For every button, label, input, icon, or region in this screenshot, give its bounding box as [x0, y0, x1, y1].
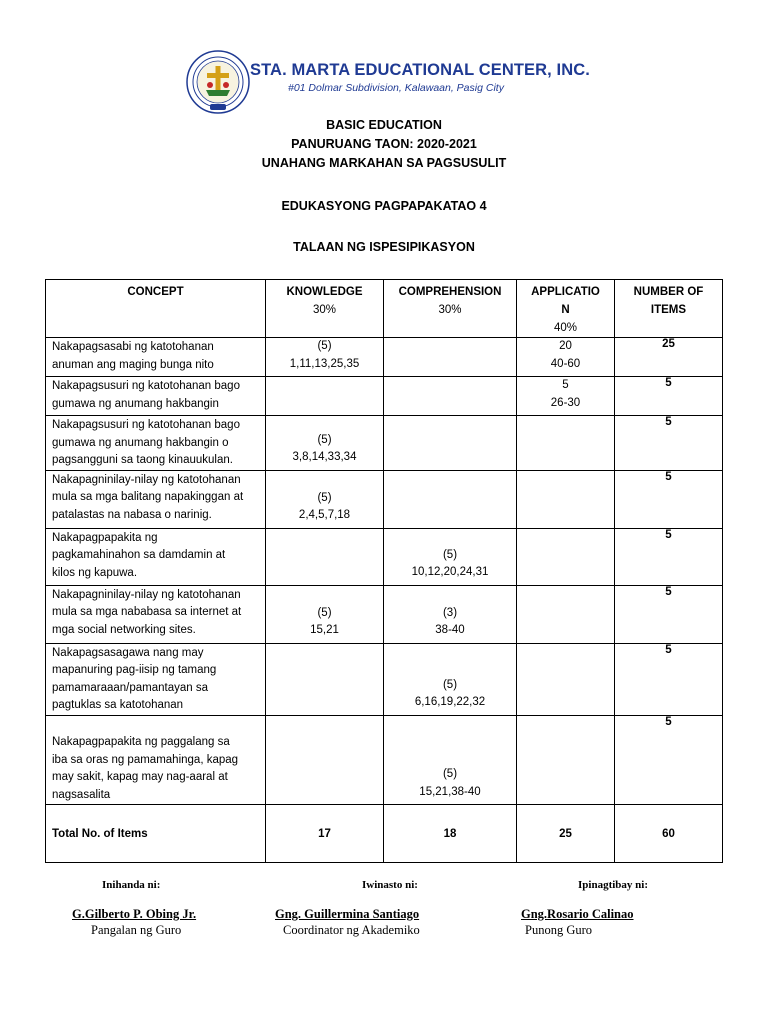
table-row: [46, 377, 723, 416]
concept-line: may sakit, kapag may nag-aaral at: [52, 771, 228, 783]
comprehension-cell: [384, 338, 517, 377]
concept-line: patalastas na nabasa o narinig.: [52, 508, 212, 521]
concept-cell: [46, 338, 266, 377]
items-cell: 5: [615, 643, 723, 715]
knowledge-value: (5): [317, 491, 332, 504]
application-cell: [517, 470, 615, 528]
comprehension-cell: [384, 377, 517, 416]
table-row: [46, 470, 723, 528]
application-cell: [517, 585, 615, 643]
table-row: [46, 643, 723, 715]
knowledge-cell: [266, 470, 384, 528]
concept-line: Nakapagsusuri ng katotohanan bago: [52, 419, 240, 431]
concept-line: Nakapagpapakita ng: [52, 531, 158, 544]
comprehension-value: (5): [442, 768, 458, 780]
concept-cell: [46, 643, 266, 715]
knowledge-value: 15,21: [310, 624, 339, 636]
signature-title-approved: Ipinagtibay ni:: [578, 879, 648, 891]
total-items: 60: [615, 805, 723, 863]
table-header-row: [46, 280, 723, 338]
concept-line: Nakapagpapakita ng paggalang sa: [52, 736, 230, 748]
total-label: Total No. of Items: [46, 805, 266, 863]
concept-line: pamamaraaan/pamantayan sa: [52, 681, 208, 694]
knowledge-cell: [266, 528, 384, 585]
signature-title-prepared: Inihanda ni:: [102, 879, 161, 891]
table-row: [46, 585, 723, 643]
knowledge-cell: [266, 377, 384, 416]
items-cell: 5: [615, 585, 723, 643]
concept-cell: [46, 528, 266, 585]
comprehension-cell: [384, 470, 517, 528]
comprehension-value: 38-40: [435, 624, 465, 636]
comprehension-cell: [384, 585, 517, 643]
header-knowledge: KNOWLEDGE 30%: [266, 280, 384, 338]
school-name: STA. MARTA EDUCATIONAL CENTER, INC.: [250, 61, 590, 79]
knowledge-value: 2,4,5,7,18: [298, 509, 351, 521]
heading-basic-education: BASIC EDUCATION: [326, 118, 442, 132]
comprehension-cell: [384, 528, 517, 585]
concept-line: Nakapagninilay-nilay ng katotohanan: [52, 588, 241, 601]
concept-cell: [46, 715, 266, 805]
application-value: 20: [559, 340, 572, 352]
heading-table-title: TALAAN NG ISPESIPIKASYON: [293, 240, 475, 254]
specification-table: [45, 279, 723, 863]
items-cell: 5: [615, 377, 723, 416]
signature-role-coordinator: Coordinator ng Akademiko: [283, 923, 420, 937]
knowledge-cell: [266, 643, 384, 715]
signature-title-checked: Iwinasto ni:: [362, 879, 418, 891]
table-row: [46, 338, 723, 377]
header-application: APPLICATIO N 40%: [517, 280, 615, 338]
knowledge-cell: [266, 338, 384, 377]
school-address: #01 Dolmar Subdivision, Kalawaan, Pasig City: [288, 82, 504, 94]
comprehension-cell: [384, 416, 517, 471]
concept-line: Nakapagsasabi ng katotohanan: [52, 341, 214, 353]
concept-line: mula sa mga nababasa sa internet at: [52, 606, 242, 618]
heading-subject: EDUKASYONG PAGPAPAKATAO 4: [281, 199, 487, 213]
comprehension-value: 6,16,19,22,32: [414, 696, 486, 708]
concept-cell: [46, 470, 266, 528]
total-application: 25: [517, 805, 615, 863]
comprehension-value: 15,21,38-40: [419, 785, 481, 798]
concept-cell: [46, 377, 266, 416]
knowledge-cell: [266, 585, 384, 643]
school-logo: [186, 50, 250, 114]
comprehension-cell: [384, 643, 517, 715]
items-cell: 5: [615, 715, 723, 805]
concept-line: mapanuring pag-iisip ng tamang: [52, 664, 217, 676]
application-cell: [517, 377, 615, 416]
concept-cell: [46, 416, 266, 471]
comprehension-value: 10,12,20,24,31: [411, 566, 489, 578]
knowledge-value: (5): [317, 606, 332, 619]
knowledge-cell: [266, 715, 384, 805]
signature-name-coordinator: Gng. Guillermina Santiago: [275, 907, 420, 921]
application-cell: [517, 338, 615, 377]
knowledge-value: (5): [317, 340, 332, 352]
concept-line: [52, 717, 261, 735]
items-cell: 5: [615, 528, 723, 585]
concept-line: gumawa ng anumang hakbangin: [52, 397, 219, 410]
comprehension-value: (5): [442, 548, 458, 561]
concept-line: iba sa oras ng pamamahinga, kapag: [52, 753, 239, 766]
concept-line: pagkamahinahon sa damdamin at: [52, 549, 226, 561]
knowledge-value: 1,11,13,25,35: [289, 357, 360, 370]
application-cell: [517, 416, 615, 471]
knowledge-cell: [266, 416, 384, 471]
application-cell: [517, 528, 615, 585]
heading-quarter-exam: UNAHANG MARKAHAN SA PAGSUSULIT: [261, 156, 507, 170]
header-concept: CONCEPT: [46, 280, 266, 338]
concept-line: Nakapagsasagawa nang may: [52, 646, 204, 659]
concept-cell: [46, 585, 266, 643]
signature-name-principal: Gng.Rosario Calinao: [521, 907, 634, 921]
knowledge-value: (5): [317, 433, 332, 446]
application-value: 5: [562, 379, 569, 391]
table-row: [46, 416, 723, 471]
total-knowledge: 17: [266, 805, 384, 863]
concept-line: gumawa ng anumang hakbangin o: [52, 436, 229, 449]
concept-line: Nakapagninilay-nilay ng katotohanan: [52, 473, 241, 486]
comprehension-cell: [384, 715, 517, 805]
items-cell: 5: [615, 470, 723, 528]
table-row: [46, 715, 723, 805]
signature-role-teacher: Pangalan ng Guro: [91, 923, 182, 937]
comprehension-value: (3): [442, 606, 458, 619]
knowledge-value: 3,8,14,33,34: [292, 451, 357, 463]
header-comprehension: COMPREHENSION 30%: [384, 280, 517, 338]
heading-school-year: PANURUANG TAON: 2020-2021: [291, 137, 477, 151]
concept-line: nagsasalita: [52, 788, 111, 801]
concept-line: mga social networking sites.: [52, 623, 196, 636]
table-row: [46, 528, 723, 585]
signature-role-principal: Punong Guro: [525, 923, 593, 937]
concept-line: Nakapagsusuri ng katotohanan bago: [52, 380, 240, 392]
concept-line: anuman ang maging bunga nito: [52, 358, 214, 371]
header-number-of-items: NUMBER OF ITEMS: [615, 280, 723, 338]
comprehension-value: (5): [442, 678, 458, 691]
concept-line: mula sa mga balitang napakinggan at: [52, 491, 244, 503]
items-cell: 25: [615, 338, 723, 377]
application-value: 26-30: [550, 396, 581, 409]
application-cell: [517, 643, 615, 715]
items-cell: 5: [615, 416, 723, 471]
application-value: 40-60: [550, 357, 581, 370]
concept-line: kilos ng kapuwa.: [52, 566, 138, 579]
total-row: [46, 805, 723, 863]
concept-line: pagtuklas sa katotohanan: [52, 699, 184, 711]
concept-line: pagsangguni sa taong kinauukulan.: [52, 454, 233, 466]
total-comprehension: 18: [384, 805, 517, 863]
signature-name-teacher: G.Gilberto P. Obing Jr.: [72, 907, 197, 921]
application-cell: [517, 715, 615, 805]
